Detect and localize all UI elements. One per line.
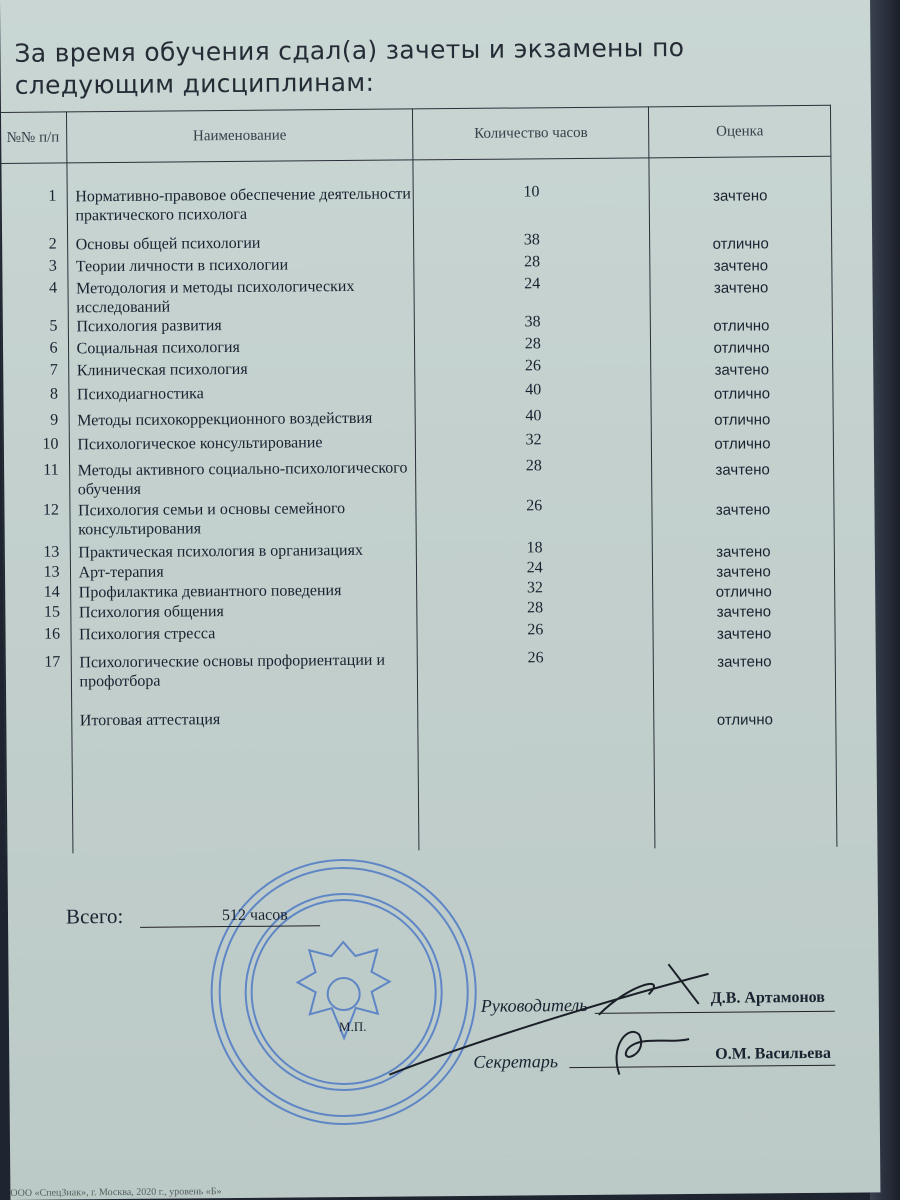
row-12-num: 12 [42, 501, 60, 519]
row-13-name: Практическая психология в организациях [78, 541, 364, 562]
secretary-role: Секретарь [473, 1051, 559, 1072]
row-15-grade: отлично [715, 583, 772, 601]
header-name: Наименование [66, 109, 413, 163]
row-11-grade: зачтено [715, 461, 770, 479]
row-10-name: Психологическое консультирование [77, 434, 323, 454]
row-8-name: Психодиагностика [76, 385, 204, 404]
total-label: Всего: [65, 903, 124, 929]
row-11-num: 11 [43, 461, 59, 479]
handwritten-signature [368, 954, 729, 1087]
row-5-hours: 38 [524, 313, 541, 331]
row-16-num: 15 [43, 603, 60, 621]
row-16-grade: зачтено [716, 603, 772, 621]
name-column [66, 160, 419, 854]
row-5-num: 5 [49, 317, 58, 335]
row-3-name: Теории личности в психологии [75, 256, 289, 276]
row-19-hours [419, 706, 654, 708]
row-17-grade: зачтено [716, 625, 772, 643]
row-10-grade: отлично [714, 435, 771, 453]
secretary-name: О.М. Васильева [715, 1044, 832, 1063]
row-18-name: Психологические основы профориентации и профотбора [79, 651, 386, 691]
row-6-num: 6 [49, 339, 58, 357]
row-2-num: 2 [48, 235, 57, 253]
total-value: 512 часов [221, 906, 288, 925]
row-7-num: 7 [49, 361, 58, 379]
row-16-name: Психология общения [78, 603, 224, 622]
row-13-num: 13 [43, 543, 60, 561]
num-column [0, 163, 73, 854]
row-1-num: 1 [48, 187, 57, 205]
row-12-hours: 26 [526, 497, 543, 515]
row-11-hours: 28 [525, 457, 542, 475]
row-1-grade: зачтено [713, 187, 768, 205]
row-7-name: Клиническая психология [76, 360, 248, 380]
row-4-hours: 24 [524, 275, 541, 293]
row-17-num: 16 [44, 625, 61, 643]
row-8-num: 8 [49, 385, 59, 403]
row-15-hours: 32 [526, 579, 543, 597]
row-18-num: 17 [44, 653, 61, 671]
row-5-name: Психология развития [76, 317, 222, 336]
row-18-grade: зачтено [717, 653, 772, 671]
row-7-hours: 26 [524, 357, 542, 375]
row-6-name: Социальная психология [76, 338, 240, 358]
disciplines-table [0, 105, 837, 854]
row-4-grade: зачтено [713, 279, 769, 297]
row-6-grade: отлично [713, 339, 770, 357]
row-18-hours: 26 [527, 649, 544, 667]
row-8-hours: 40 [525, 381, 542, 399]
row-2-name: Основы общей психологии [75, 234, 261, 254]
row-8-grade: отлично [713, 385, 771, 403]
row-9-num: 9 [50, 411, 59, 429]
row-9-name: Методы психокоррекционного воздействия [77, 409, 373, 430]
row-5-grade: отлично [713, 317, 770, 335]
head-name: Д.В. Артамонов [710, 988, 825, 1007]
header-num: №№ п/п [0, 112, 66, 164]
grade-column [649, 156, 837, 848]
row-9-grade: отлично [714, 411, 771, 429]
header-hours: Количество часов [413, 107, 649, 160]
row-19-grade: отлично [716, 711, 773, 729]
row-19-num [5, 711, 71, 712]
row-13-hours: 18 [526, 539, 543, 557]
row-12-name: Психология семьи и основы семейного консультирования [77, 500, 346, 539]
stamp-place-label: М.П. [338, 1018, 367, 1035]
row-2-grade: отлично [712, 235, 769, 253]
head-role: Руководитель [480, 994, 588, 1016]
row-4-num: 4 [49, 279, 58, 297]
row-1-name: Нормативно-правовое обеспечение деятельности практического психолога [75, 185, 411, 225]
row-17-hours: 26 [527, 621, 544, 639]
row-14-name: Арт-терапия [78, 563, 164, 582]
row-1-hours: 10 [523, 183, 540, 201]
row-9-hours: 40 [525, 407, 542, 425]
row-4-name: Методология и методы психологических исследований [76, 277, 355, 317]
row-14-num: 13 [43, 563, 60, 581]
row-10-hours: 32 [525, 431, 542, 449]
row-6-hours: 28 [524, 335, 541, 353]
row-15-name: Профилактика девиантного поведения [78, 582, 342, 602]
page-heading: За время обучения сдал(а) зачеты и экзамены по следующим дисциплинам: [14, 33, 685, 100]
row-13-grade: зачтено [716, 543, 771, 561]
row-15-num: 14 [43, 583, 60, 601]
hours-column [413, 158, 655, 851]
row-12-grade: зачтено [715, 501, 771, 519]
row-17-name: Психология стресса [79, 625, 216, 644]
row-14-grade: зачтено [716, 563, 771, 581]
row-7-grade: зачтено [714, 361, 770, 379]
row-10-num: 10 [42, 435, 59, 453]
row-3-num: 3 [48, 257, 57, 275]
row-3-grade: зачтено [713, 257, 769, 275]
row-11-name: Методы активного социально-психологического обучения [77, 459, 408, 499]
row-2-hours: 38 [523, 231, 540, 249]
row-3-hours: 28 [523, 253, 541, 271]
row-16-hours: 28 [527, 599, 544, 617]
row-19-name: Итоговая аттестация [79, 711, 221, 730]
header-grade: Оценка [649, 105, 831, 158]
row-14-hours: 24 [526, 559, 543, 577]
printer-footer: ООО «СпецЗнак», г. Москва, 2020 г., уровень «Б» [10, 1186, 222, 1199]
